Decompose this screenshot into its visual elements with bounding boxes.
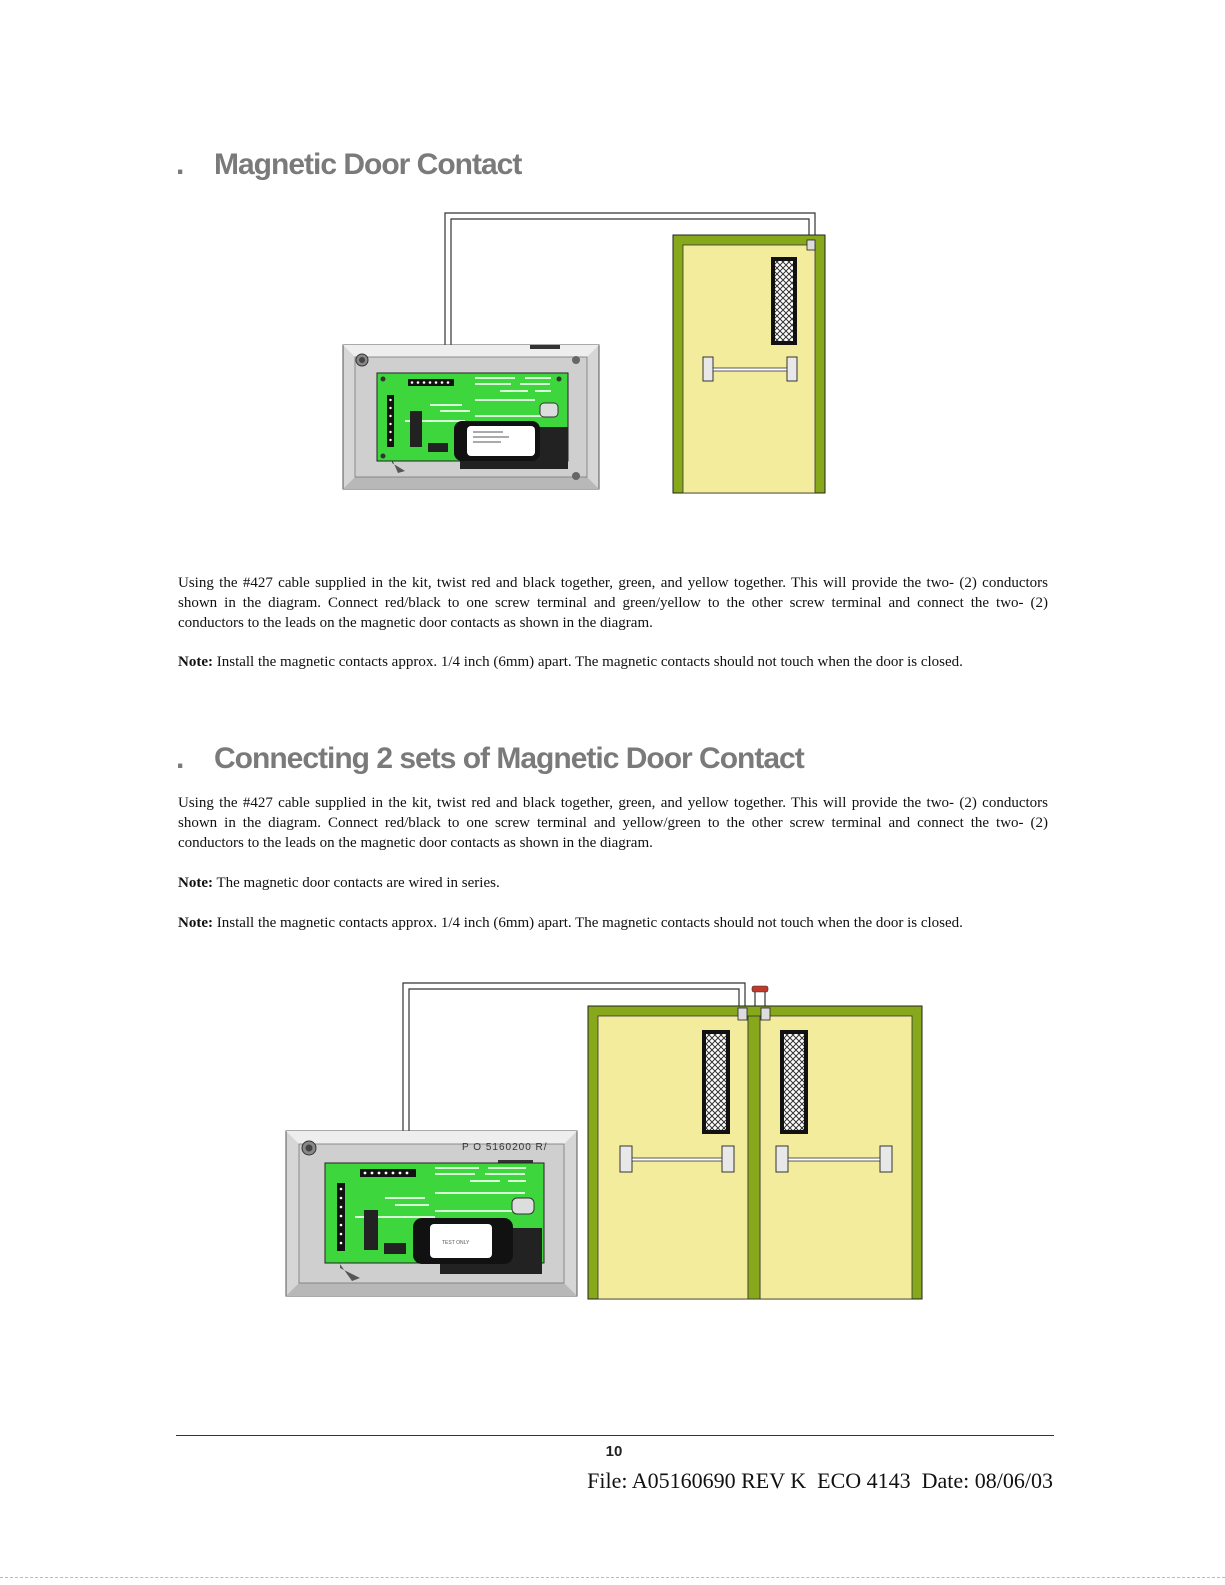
note-text: Install the magnetic contacts approx. 1/4 inch (6mm) apart. The magnetic contacts should not touch when the door is closed.: [216, 654, 963, 670]
eco-number: ECO 4143: [817, 1468, 911, 1493]
page-number: 10: [605, 1443, 623, 1460]
magnetic-contact: [807, 240, 815, 250]
note-label: Note:: [178, 915, 213, 931]
section2-note-series: [178, 873, 1048, 893]
revision-date: Date: 08/06/03: [921, 1468, 1053, 1493]
battery-pack: [454, 421, 568, 469]
heading-text: Magnetic Door Contact: [214, 148, 522, 181]
note-text: The magnetic door contacts are wired in series.: [216, 875, 500, 891]
heading-bullet: .: [176, 148, 184, 181]
panel-label: P O 5160200 R/: [462, 1142, 548, 1153]
footer-rule: [176, 1435, 1054, 1436]
magnetic-contact-right: [761, 1008, 770, 1020]
file-label: File: A05160690 REV K: [587, 1468, 807, 1493]
heading-text: Connecting 2 sets of Magnetic Door Contact: [214, 742, 804, 775]
section2-paragraph: Using the #427 cable supplied in the kit, twist red and black together, green, and yellow together. This will provide the two- (2) conductors shown in the diagram. Connect red/black to one screw terminal and yellow/green to the other screw terminal and connect the two- (2) conductors to the leads on the magnetic door contacts as shown in the diagram.: [178, 795, 1048, 851]
section-heading-magnetic-door-contact: [176, 148, 521, 182]
section2-note-spacing: [178, 913, 1048, 933]
section1-paragraph: Using the #427 cable supplied in the kit, twist red and black together, green, and yellow together. This will provide the two- (2) conductors shown in the diagram. Connect red/black to one screw terminal and green/yellow to the other screw terminal and connect the two- (2) conductors to the leads on the magnetic door contacts as shown in the diagram.: [178, 575, 1048, 631]
battery-label: TEST ONLY: [442, 1240, 470, 1246]
series-splice: [752, 986, 768, 992]
page-edge-line: [0, 1577, 1225, 1578]
single-door: [673, 235, 825, 493]
heading-bullet: .: [176, 742, 184, 775]
magnetic-contact-left: [738, 1008, 747, 1020]
note-label: Note:: [178, 654, 213, 670]
section1-note: [178, 652, 1048, 672]
double-door-diagram: [280, 978, 930, 1303]
note-text: Install the magnetic contacts approx. 1/4 inch (6mm) apart. The magnetic contacts should not touch when the door is closed.: [216, 915, 963, 931]
single-door-diagram: [330, 205, 840, 505]
double-door: [588, 1006, 922, 1299]
note-label: Note:: [178, 875, 213, 891]
section-heading-connecting-2-sets: [176, 742, 804, 776]
file-revision-line: [587, 1468, 1053, 1494]
